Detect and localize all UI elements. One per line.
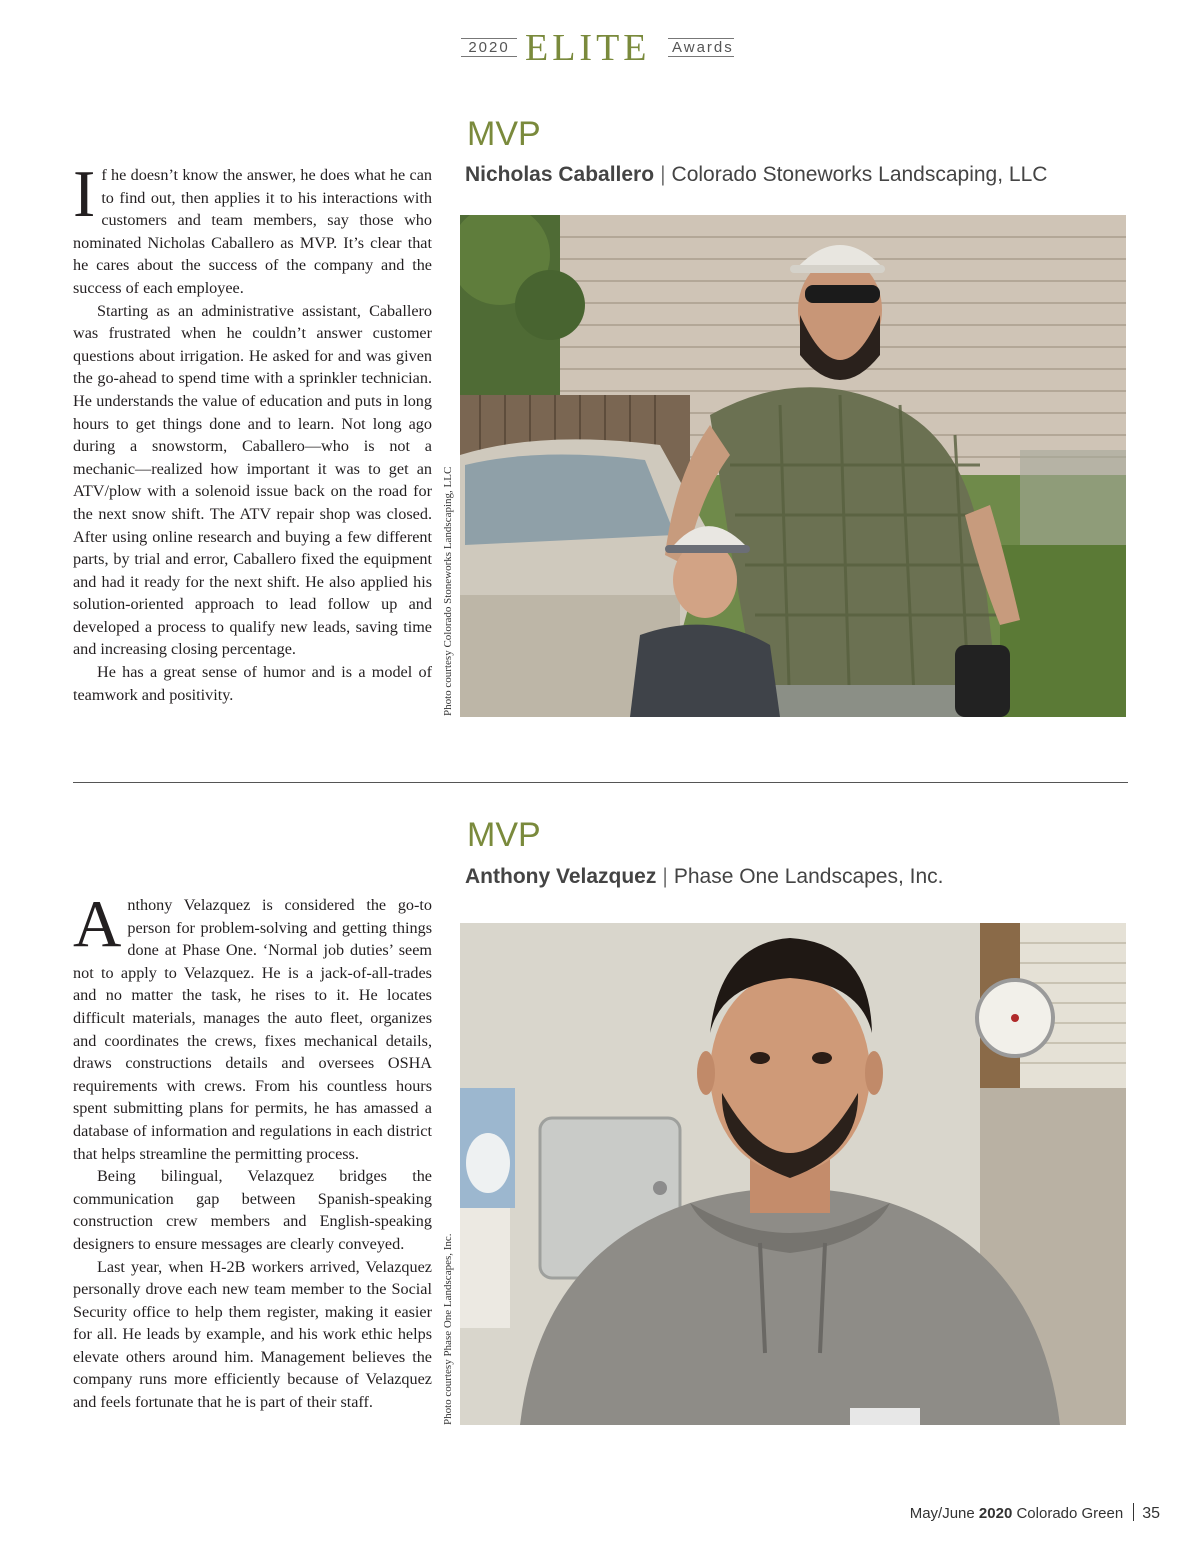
- article-paragraph: [73, 887, 432, 1165]
- article-paragraph: Being bilingual, Velazquez bridges the communication gap between Spanish-speaking construction crew members and English-speaking designers to ensure messages are clearly conveyed.: [73, 1167, 432, 1253]
- photo-caballero-illustration: [460, 215, 1126, 717]
- article-paragraph: Last year, when H-2B workers arrived, Velazquez personally drove each new team member to the Social Security office to help them register, making it easier for all. He leads by example, and his work ethic helps elevate others around him. Management believes the company runs more efficiently because of Velazquez and feels fortunate that he is part of their staff.: [73, 1257, 432, 1412]
- article-paragraph: [73, 157, 432, 300]
- winner-subhead-1: [465, 162, 1047, 188]
- award-title-2: MVP: [467, 816, 541, 854]
- page-header: [0, 28, 1200, 68]
- winner-company-1: Colorado Stoneworks Landscaping, LLC: [671, 163, 1048, 186]
- header-year: 2020: [461, 38, 517, 57]
- header-title: ELITE: [525, 27, 651, 69]
- photo-credit-2: Photo courtesy Phase One Landscapes, Inc.: [442, 1233, 454, 1425]
- header-awards: Awards: [668, 38, 734, 57]
- footer-magazine: Colorado Green: [1016, 1505, 1124, 1522]
- winner-name-1: Nicholas Caballero: [465, 163, 655, 186]
- article-paragraph-text: f he doesn’t know the answer, he does what he can to find out, then applies it to his interactions with customers and team members, say those who nominated Nicholas Caballero as MVP. It’s clear that he cares about the success of the company and the success of each employee.: [73, 166, 432, 297]
- article-paragraph-text: nthony Velazquez is considered the go-to person for problem-solving and getting things done at Phase One. ‘Normal job duties’ seem not to apply to Velazquez. He is a jack-of-all-trades and no matter the task, he rises to it. He locates difficult materials, manages the auto fleet, organizes and coordinates the crews, fixes mechanical details, draws constructions details and oversees OSHA requirements with crews. From his countless hours spent submitting plans for permits, he has amassed a database of information and regulations in each district that helps streamline the permitting process.: [73, 896, 432, 1163]
- photo-credit-1: Photo courtesy Colorado Stoneworks Landscaping, LLC: [442, 466, 454, 716]
- footer-divider: [1133, 1503, 1134, 1521]
- winner-subhead-2: [465, 864, 944, 890]
- page-footer: [0, 1503, 1160, 1527]
- page-number: 35: [1142, 1505, 1160, 1522]
- article-body-2: [73, 887, 432, 1414]
- photo-velazquez: [460, 923, 1126, 1425]
- subhead-separator-1: |: [660, 163, 666, 186]
- article-body-1: [73, 157, 432, 706]
- subhead-separator-2: |: [662, 865, 668, 888]
- article-paragraph: Starting as an administrative assistant, Caballero was frustrated when he couldn’t answer customer questions about irrigation. He asked for and was given the go-ahead to spend time with a sprinkler technician. He understands the value of education and puts in long hours to get things done and to learn. Not long ago during a snowstorm, Caballero—who is not a mechanic—realized how important it was to get an ATV/plow with a solenoid issue back on the road for the next snow shift. The ATV repair shop was closed. After using online research and buying a few different parts, by trial and error, Caballero fixed the equipment and had it ready for the next shift. He also applied his solution-oriented approach to lead follow up and developed a process to qualify new leads, saving time and increasing closing percentage.: [73, 301, 432, 659]
- footer-year: 2020: [978, 1505, 1013, 1522]
- section-divider: [73, 782, 1128, 783]
- article-paragraph: He has a great sense of humor and is a model of teamwork and positivity.: [73, 663, 432, 704]
- drop-cap-2: A: [73, 887, 122, 961]
- photo-velazquez-illustration: [460, 923, 1126, 1425]
- winner-company-2: Phase One Landscapes, Inc.: [673, 865, 944, 888]
- footer-issue: May/June: [909, 1505, 975, 1522]
- drop-cap-1: I: [73, 157, 96, 231]
- photo-caballero: [460, 215, 1126, 717]
- winner-name-2: Anthony Velazquez: [465, 865, 657, 888]
- award-title-1: MVP: [467, 115, 541, 153]
